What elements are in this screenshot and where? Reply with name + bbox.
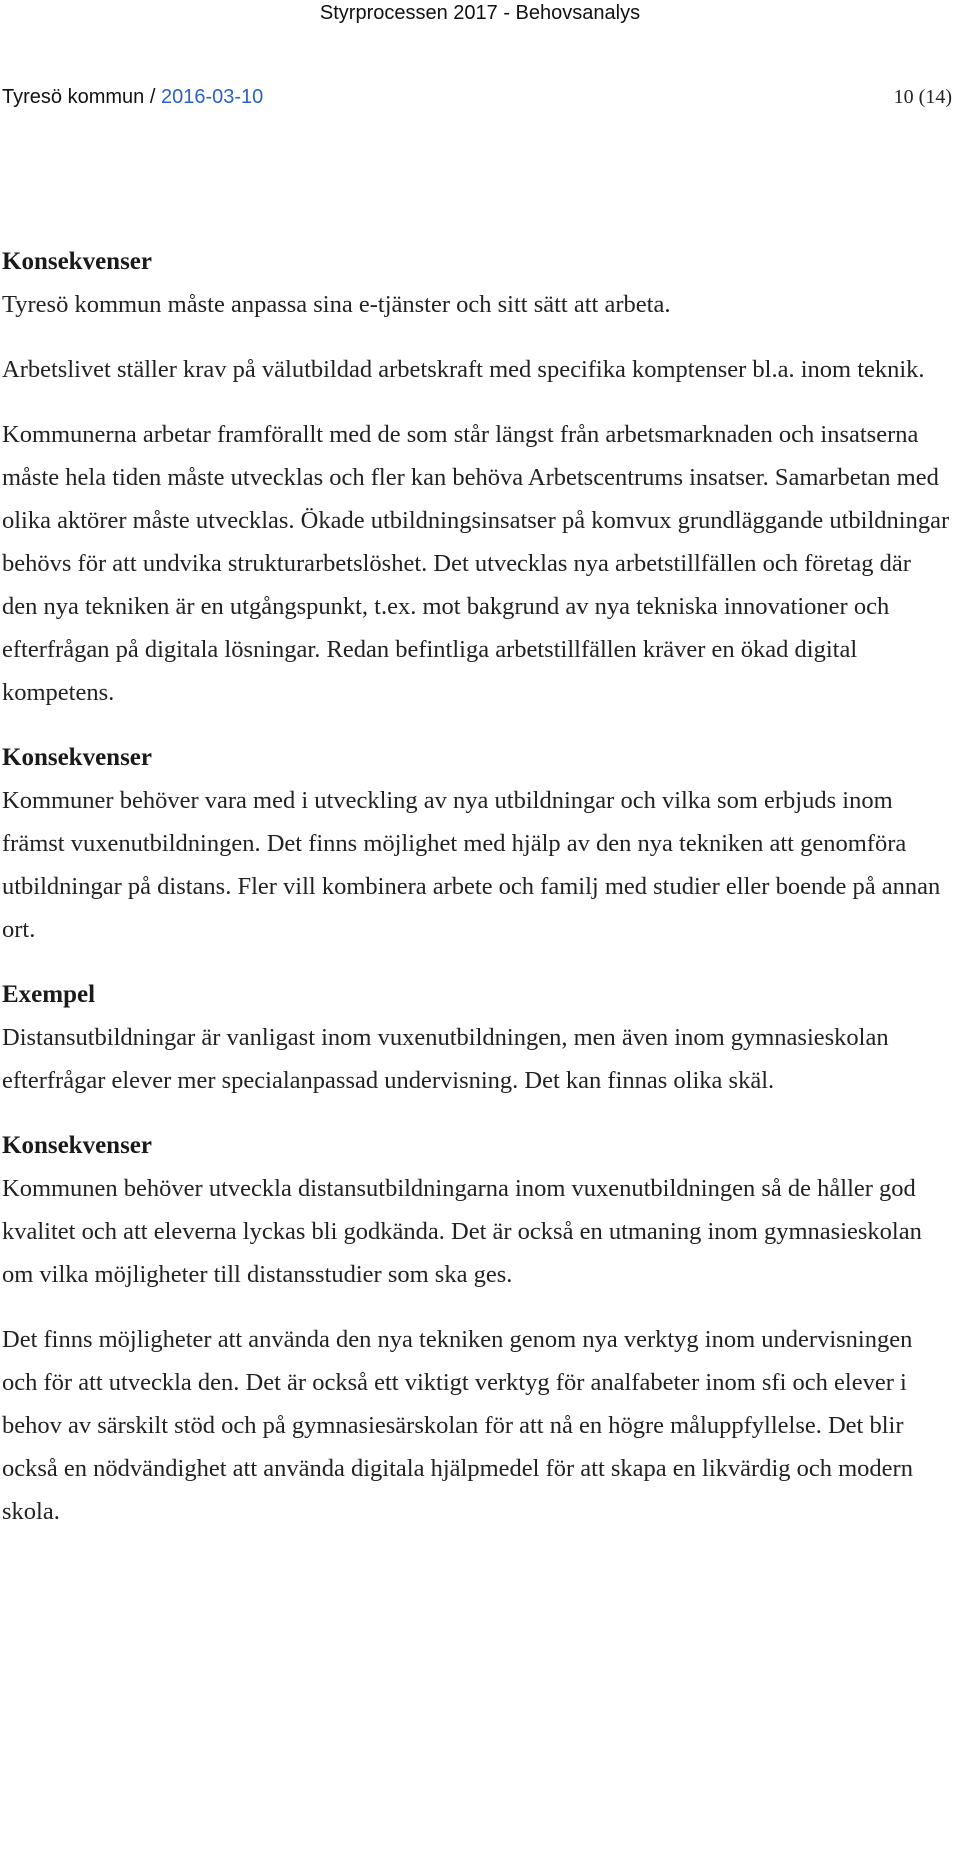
paragraph-e-services: Tyresö kommun måste anpassa sina e-tjänster och sitt sätt att arbeta. (2, 291, 671, 318)
page-number: 10 (14) (893, 86, 952, 108)
organization-name: Tyresö kommun (2, 86, 145, 108)
document-body (2, 240, 952, 1533)
section-heading-example: Exempel (2, 981, 96, 1008)
paragraph-distance-education: Distansutbildningar är vanligast inom vuxenutbildningen, men även inom gymnasieskolan efterfrågar elever mer specialanpassad undervisning. Det kan finnas olika skäl. (2, 1024, 889, 1094)
section-heading-consequences-1: Konsekvenser (2, 248, 152, 275)
page-title: Styrprocessen 2017 - Behovsanalys (319, 2, 641, 24)
paragraph-labor-market: Arbetslivet ställer krav på välutbildad arbetskraft med specifika komptenser bl.a. inom teknik. (2, 356, 925, 383)
header-separator: / (149, 86, 156, 108)
paragraph-develop-distance: Kommunen behöver utveckla distansutbildningarna inom vuxenutbildningen så de håller god kvalitet och att eleverna lyckas bli godkända. Det är också en utmaning inom gymnasieskolan om vilka möjligheter till distansstudier som ska ges. (2, 1175, 922, 1288)
section-heading-consequences-2: Konsekvenser (2, 744, 152, 771)
document-header (2, 84, 952, 112)
paragraph-new-tools: Det finns möjligheter att använda den nya tekniken genom nya verktyg inom undervisningen och för att utveckla den. Det är också ett viktigt verktyg för analfabeter inom sfi och elever i behov av särskilt stöd och på gymnasiesärskolan för att nå en högre måluppfyllelse. Det blir också en nödvändighet att använda digitala hjälpmedel för att skapa en likvärdig och modern skola. (2, 1326, 913, 1525)
document-date: 2016-03-10 (160, 86, 264, 108)
header-meta (2, 84, 263, 110)
paragraph-municipalities-work: Kommunerna arbetar framförallt med de som står längst från arbetsmarknaden och insatserna måste hela tiden måste utvecklas och fler kan behöva Arbetscentrums insatser. Samarbetan med olika aktörer måste utvecklas. Ökade utbildningsinsatser på komvux grundläggande utbildningar behövs för att undvika strukturarbetslöshet. Det utvecklas nya arbetstillfällen och företag där den nya tekniken är en utgångspunkt, t.ex. mot bakgrund av nya tekniska innovationer och efterfrågan på digitala lösningar. Redan befintliga arbetstillfällen kräver en ökad digital kompetens. (2, 421, 950, 706)
paragraph-new-educations: Kommuner behöver vara med i utveckling av nya utbildningar och vilka som erbjuds inom främst vuxenutbildningen. Det finns möjlighet med hjälp av den nya tekniken att genomföra utbildningar på distans. Fler vill kombinera arbete och familj med studier eller boende på annan ort. (2, 787, 941, 943)
section-heading-consequences-3: Konsekvenser (2, 1132, 152, 1159)
